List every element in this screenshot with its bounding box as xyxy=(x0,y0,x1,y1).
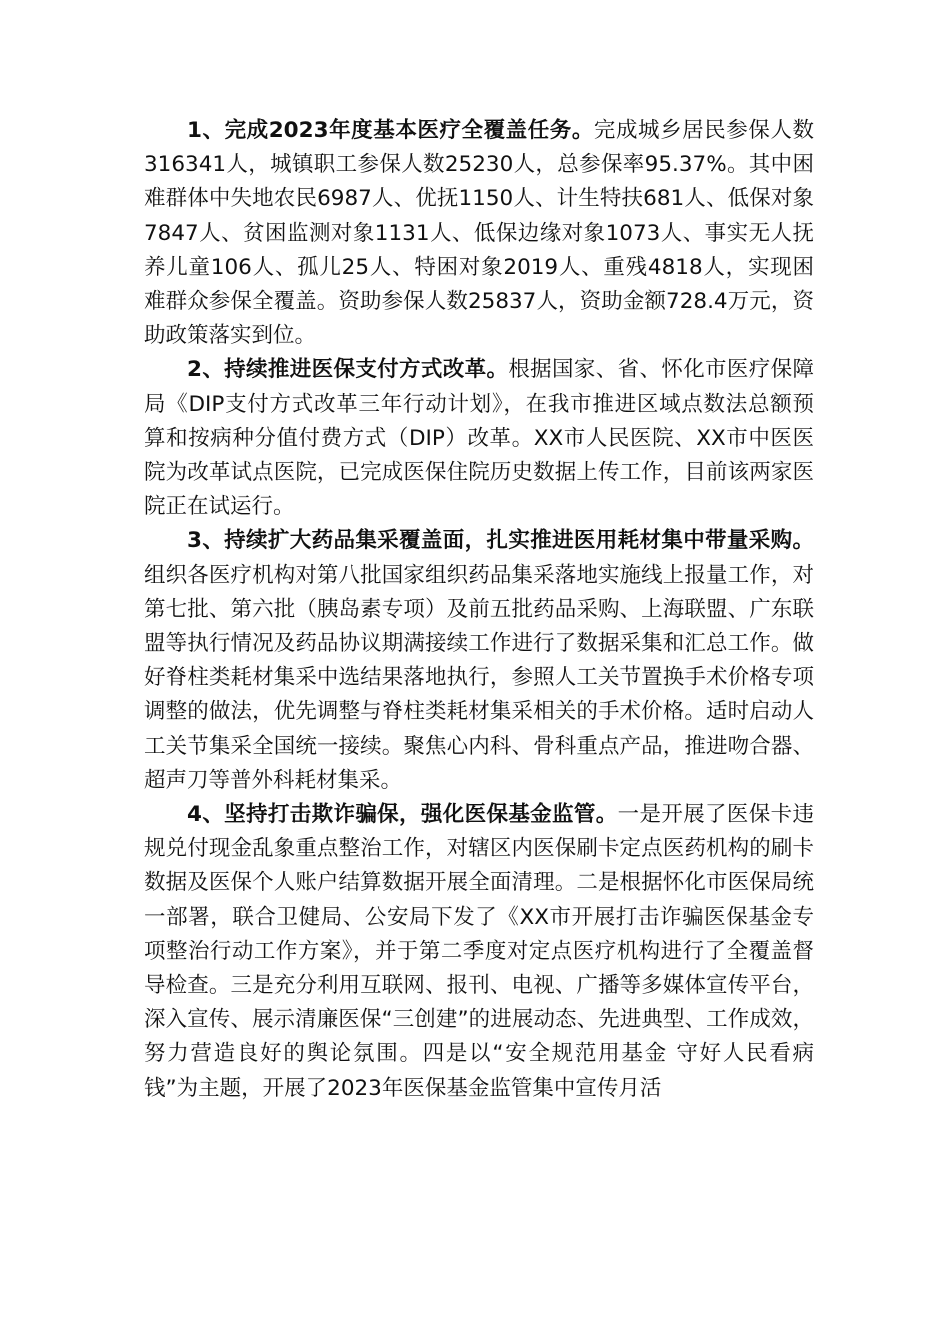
paragraph-4-body: 一是开展了医保卡违规兑付现金乱象重点整治工作，对辖区内医保刷卡定点医药机构的刷卡数据及医保个人账户结算数据开展全面清理。二是根据怀化市医保局统一部署，联合卫健局、公安局下发了《XX市开展打击诈骗医保基金专项整治行动工作方案》，并于第二季度对定点医疗机构进行了全覆盖督导检查。三是充分利用互联网、报刊、电视、广播等多媒体宣传平台，深入宣传、展示清廉医保“三创建”的进展动态、先进典型、工作成效，努力营造良好的舆论氛围。四是以“安全规范用基金 守好人民看病钱”为主题，开展了2023年医保基金监管集中宣传月活 xyxy=(144,802,814,1101)
paragraph-2-body: 根据国家、省、怀化市医疗保障局《DIP支付方式改革三年行动计划》，在我市推进区域点数法总额预算和按病种分值付费方式（DIP）改革。XX市人民医院、XX市中医医院为改革试点医院，已完成医保住院历史数据上传工作，目前该两家医院正在试运行。 xyxy=(144,357,814,520)
paragraph-3 xyxy=(144,524,814,798)
paragraph-3-heading: 3、持续扩大药品集采覆盖面，扎实推进医用耗材集中带量采购。 xyxy=(187,528,814,554)
paragraph-4-heading: 4、坚持打击欺诈骗保，强化医保基金监管。 xyxy=(187,802,618,828)
paragraph-1-body: 完成城乡居民参保人数316341人，城镇职工参保人数25230人，总参保率95.37%。其中困难群体中失地农民6987人、优抚1150人、计生特扶681人、低保对象7847人、贫困监测对象1131人、低保边缘对象1073人、事实无人抚养儿童106人、孤儿25人、特困对象2019人、重残4818人，实现困难群众参保全覆盖。资助参保人数25837人，资助金额728.4万元，资助政策落实到位。 xyxy=(144,118,814,349)
document-page xyxy=(144,114,814,1106)
paragraph-3-body: 组织各医疗机构对第八批国家组织药品集采落地实施线上报量工作，对第七批、第六批（胰岛素专项）及前五批药品采购、上海联盟、广东联盟等执行情况及药品协议期满接续工作进行了数据采集和汇总工作。做好脊柱类耗材集采中选结果落地执行，参照人工关节置换手术价格专项调整的做法，优先调整与脊柱类耗材集采相关的手术价格。适时启动人工关节集采全国统一接续。聚焦心内科、骨科重点产品，推进吻合器、超声刀等普外科耗材集采。 xyxy=(144,562,814,793)
paragraph-1 xyxy=(144,114,814,353)
paragraph-2-heading: 2、持续推进医保支付方式改革。 xyxy=(187,357,509,383)
paragraph-4 xyxy=(144,798,814,1106)
paragraph-1-heading: 1、完成2023年度基本医疗全覆盖任务。 xyxy=(187,118,594,143)
paragraph-2 xyxy=(144,353,814,524)
